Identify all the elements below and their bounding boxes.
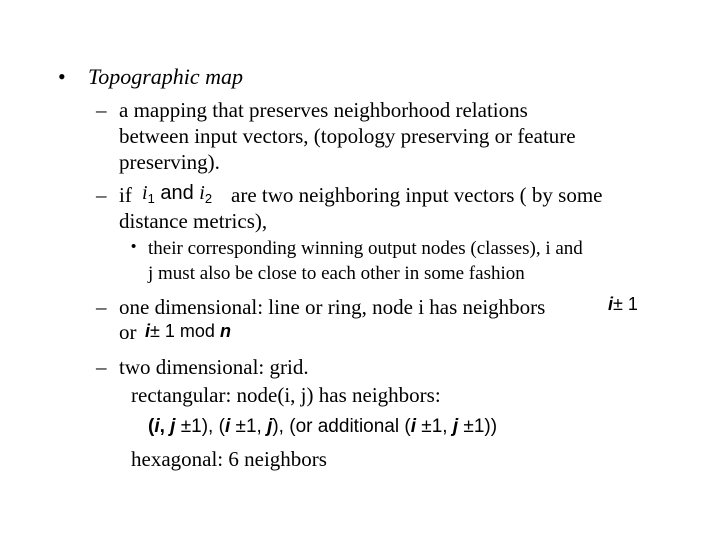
f-j2: j xyxy=(267,416,273,437)
f-pm2: ±1, xyxy=(230,416,268,437)
dash-marker: – xyxy=(96,355,107,379)
f-p1: ( xyxy=(148,416,155,437)
dash-marker: – xyxy=(96,183,107,207)
math-pm-mod: ± 1 mod xyxy=(150,321,215,341)
f-pm3: ±1, xyxy=(415,416,453,437)
math-i-pm-1-mod-n xyxy=(145,321,231,342)
math-and: and xyxy=(160,182,194,204)
item2-math xyxy=(142,182,212,206)
neighbors-formula xyxy=(148,416,497,438)
math-var-i: i xyxy=(608,294,614,314)
math-var-i1: i xyxy=(142,182,148,204)
item3-line1: one dimensional: line or ring, node i has neighbors xyxy=(119,295,546,319)
item2-suffix: are two neighboring input vectors ( by some xyxy=(231,183,603,207)
f-i2: i xyxy=(224,416,231,437)
f-j1: j xyxy=(170,416,176,437)
item2-prefix: if xyxy=(119,183,132,207)
bullet-marker: • xyxy=(58,64,66,89)
item1-line1: a mapping that preserves neighborhood relations xyxy=(119,98,528,122)
item1-line2: between input vectors, (topology preserving or feature xyxy=(119,124,576,148)
f-i3: i xyxy=(410,416,416,437)
item2-line2: distance metrics), xyxy=(119,209,268,233)
math-pm-1: ± 1 xyxy=(613,294,638,314)
f-p2: ), (or additional ( xyxy=(272,416,411,437)
slide-heading: Topographic map xyxy=(88,64,244,89)
math-var-n: n xyxy=(219,321,231,341)
item4-hex: hexagonal: 6 neighbors xyxy=(131,447,327,471)
math-sub-2: 2 xyxy=(204,191,213,206)
math-var-i2: i xyxy=(199,182,205,204)
subitem-line1: their corresponding winning output nodes (classes), i and xyxy=(148,238,583,259)
math-i-pm-1 xyxy=(608,294,638,315)
dash-marker: – xyxy=(96,295,107,319)
item3-or: or xyxy=(119,320,137,344)
f-j3: j xyxy=(452,416,459,437)
math-var-i: i xyxy=(145,321,151,341)
sub-bullet-marker: • xyxy=(131,238,137,255)
item4-line1: two dimensional: grid. xyxy=(119,355,309,379)
f-i1: i xyxy=(154,416,160,437)
item4-rect: rectangular: node(i, j) has neighbors: xyxy=(131,383,441,407)
subitem-line2: j must also be close to each other in some fashion xyxy=(148,263,525,284)
item1-line3: preserving). xyxy=(119,150,220,174)
f-c1: , xyxy=(159,416,171,437)
f-pm1: ±1), ( xyxy=(175,416,225,437)
dash-marker: – xyxy=(96,98,107,122)
math-sub-1: 1 xyxy=(147,191,155,206)
f-pm4: ±1)) xyxy=(458,416,498,437)
